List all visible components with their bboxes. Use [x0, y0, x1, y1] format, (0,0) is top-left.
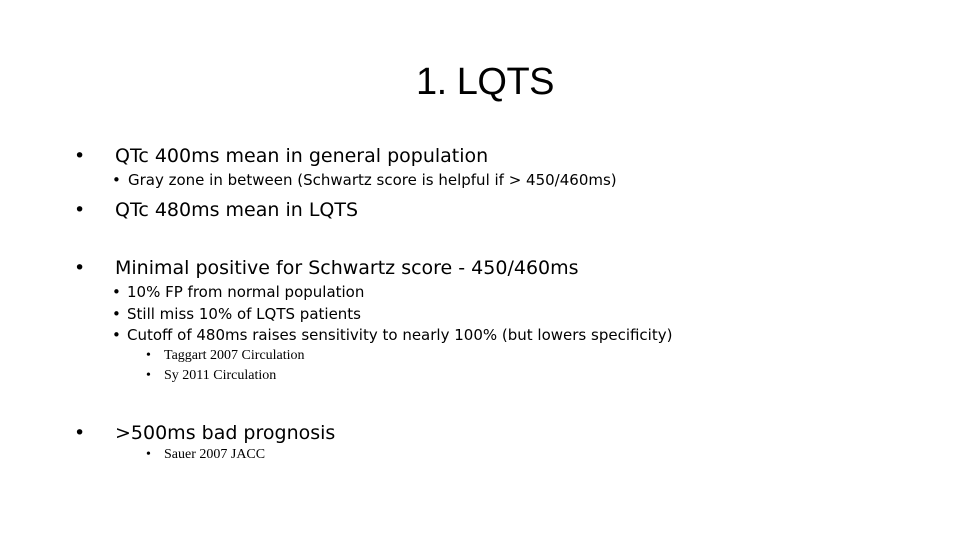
reference-text: Sauer 2007 JACC — [164, 447, 266, 462]
bullet-line-4 — [74, 421, 85, 445]
sub-bullet-text: Still miss 10% of LQTS patients — [127, 305, 361, 323]
bullet-marker: • — [146, 348, 151, 363]
bullet-text-3: Minimal positive for Schwartz score - 450/460ms — [115, 257, 579, 279]
bullet-marker: • — [112, 283, 121, 301]
bullet-marker: • — [74, 145, 86, 167]
sub-bullet-line — [112, 325, 121, 345]
bullet-marker: • — [146, 447, 151, 462]
bullet-marker: • — [112, 326, 121, 344]
sub-bullet-line — [112, 282, 121, 302]
sub-bullet-text: Gray zone in between (Schwartz score is helpful if > 450/460ms) — [128, 171, 617, 189]
bullet-line-1 — [74, 144, 85, 168]
bullet-marker: • — [74, 199, 86, 221]
bullet-marker: • — [74, 257, 86, 279]
bullet-marker: • — [112, 171, 121, 189]
bullet-marker: • — [146, 368, 151, 383]
reference-text: Taggart 2007 Circulation — [164, 348, 305, 363]
bullet-marker: • — [74, 422, 86, 444]
ref-bullet-line — [146, 446, 151, 464]
bullet-line-3 — [74, 256, 85, 280]
bullet-marker: • — [112, 305, 121, 323]
ref-bullet-line — [146, 347, 151, 365]
sub-bullet-text: Cutoff of 480ms raises sensitivity to nearly 100% (but lowers specificity) — [127, 326, 673, 344]
sub-bullet-text: 10% FP from normal population — [127, 283, 365, 301]
sub-bullet-line — [112, 170, 121, 190]
bullet-line-2 — [74, 198, 85, 222]
bullet-text-1: QTc 400ms mean in general population — [115, 145, 489, 167]
ref-bullet-line — [146, 367, 151, 385]
reference-text: Sy 2011 Circulation — [164, 368, 277, 383]
sub-bullet-line — [112, 304, 121, 324]
slide-title: 1. LQTS — [416, 61, 554, 103]
bullet-text-4: >500ms bad prognosis — [115, 422, 336, 444]
bullet-text-2: QTc 480ms mean in LQTS — [115, 199, 359, 221]
